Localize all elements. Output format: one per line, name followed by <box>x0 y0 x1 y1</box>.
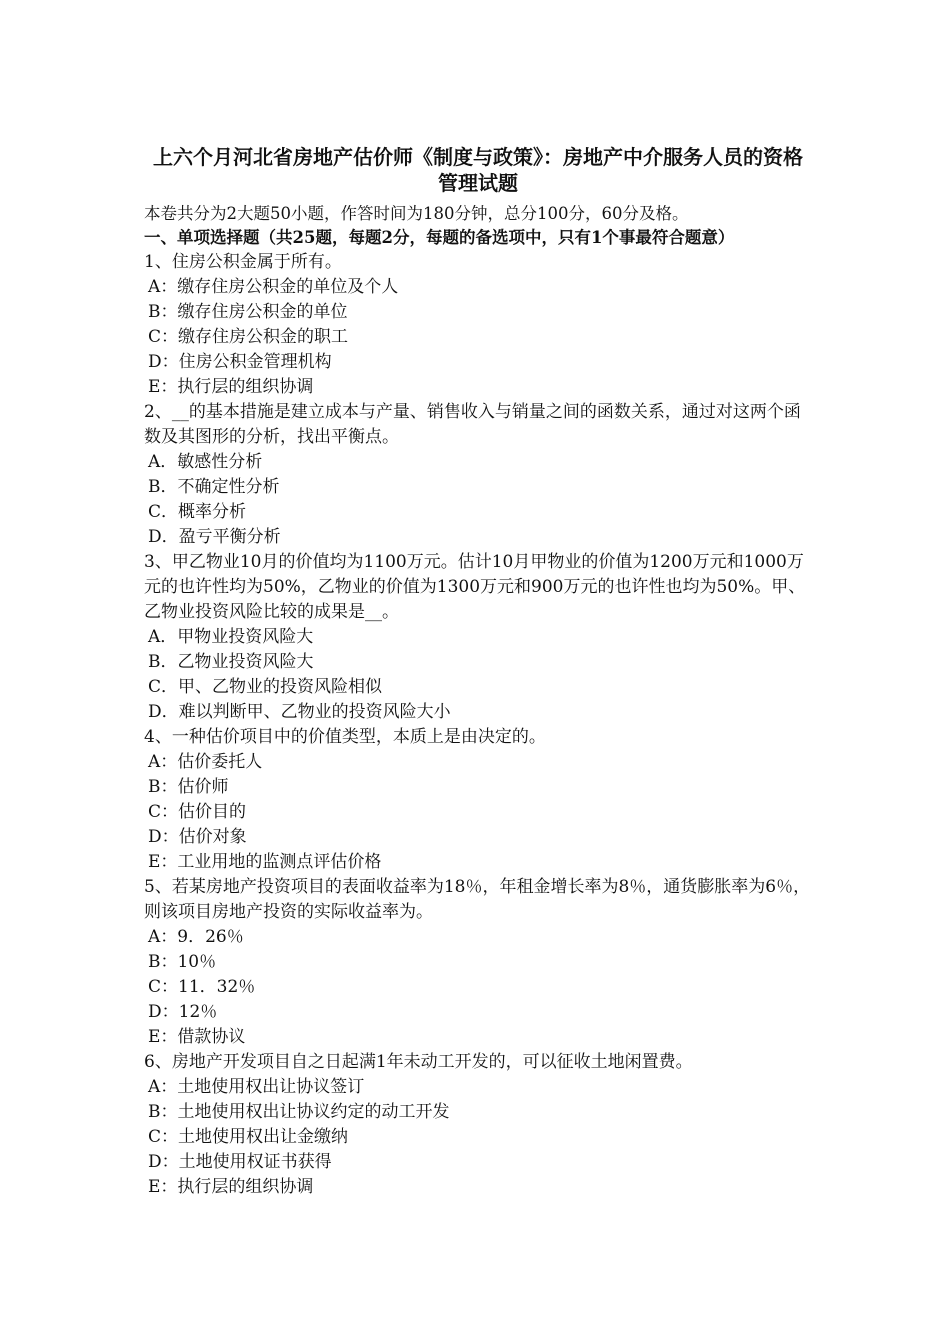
section-heading: 一、单项选择题（共25题，每题2分，每题的备选项中，只有1个事最符合题意） <box>144 228 735 247</box>
question-item <box>144 725 812 875</box>
answer-option: D：土地使用权证书获得 <box>148 1152 332 1172</box>
answer-option: A：土地使用权出让协议签订 <box>148 1077 365 1097</box>
question-item <box>144 550 812 725</box>
answer-option: A：估价委托人 <box>148 752 263 772</box>
answer-option: D：12％ <box>148 1002 218 1022</box>
answer-option: C：估价目的 <box>148 802 247 822</box>
answer-option: B．乙物业投资风险大 <box>148 652 314 672</box>
question-stem: 5、若某房地产投资项目的表面收益率为18％，年租金增长率为8％，通货膨胀率为6％，则该项目房地产投资的实际收益率为。 <box>144 877 811 922</box>
answer-option: A．甲物业投资风险大 <box>148 627 314 647</box>
answer-option: C：11．32％ <box>148 977 256 997</box>
answer-option: C：缴存住房公积金的职工 <box>148 327 349 347</box>
answer-option: D．盈亏平衡分析 <box>148 527 281 547</box>
question-stem: 1、住房公积金属于所有。 <box>144 252 342 272</box>
answer-option: A：缴存住房公积金的单位及个人 <box>148 277 399 297</box>
answer-option: C：土地使用权出让金缴纳 <box>148 1127 349 1147</box>
question-item <box>144 400 812 550</box>
answer-option: D．难以判断甲、乙物业的投资风险大小 <box>148 702 451 722</box>
question-item <box>144 250 812 400</box>
question-stem: 6、房地产开发项目自之日起满1年未动工开发的，可以征收土地闲置费。 <box>144 1052 693 1072</box>
question-stem: 2、__的基本措施是建立成本与产量、销售收入与销量之间的函数关系，通过对这两个函数及其图形的分析，找出平衡点。 <box>144 402 801 447</box>
answer-option: B．不确定性分析 <box>148 477 280 497</box>
answer-option: C．概率分析 <box>148 502 247 522</box>
answer-option: D：估价对象 <box>148 827 247 847</box>
answer-option: B：估价师 <box>148 777 229 797</box>
answer-option: B：10％ <box>148 952 217 972</box>
answer-option: E：执行层的组织协调 <box>148 377 314 397</box>
answer-option: A．敏感性分析 <box>148 452 263 472</box>
question-list <box>144 250 812 1200</box>
exam-intro: 本卷共分为2大题50小题，作答时间为180分钟，总分100分，60分及格。 <box>144 204 689 223</box>
document-page <box>144 144 812 1200</box>
answer-option: E：借款协议 <box>148 1027 246 1047</box>
answer-option: A：9．26％ <box>148 927 244 947</box>
answer-option: B：土地使用权出让协议约定的动工开发 <box>148 1102 450 1122</box>
answer-option: E：工业用地的监测点评估价格 <box>148 852 382 872</box>
question-item <box>144 1050 812 1200</box>
question-item <box>144 875 812 1050</box>
question-stem: 4、一种估价项目中的价值类型，本质上是由决定的。 <box>144 727 546 747</box>
answer-option: C．甲、乙物业的投资风险相似 <box>148 677 383 697</box>
answer-option: D：住房公积金管理机构 <box>148 352 332 372</box>
question-stem: 3、甲乙物业10月的价值均为1100万元。估计10月甲物业的价值为1200万元和1000万元的也许性均为50%，乙物业的价值为1300万元和900万元的也许性也均为50%。甲、乙物业投资风险比较的成果是__。 <box>144 552 806 622</box>
answer-option: E：执行层的组织协调 <box>148 1177 314 1197</box>
document-title: 上六个月河北省房地产估价师《制度与政策》：房地产中介服务人员的资格管理试题 <box>153 145 803 195</box>
answer-option: B：缴存住房公积金的单位 <box>148 302 348 322</box>
